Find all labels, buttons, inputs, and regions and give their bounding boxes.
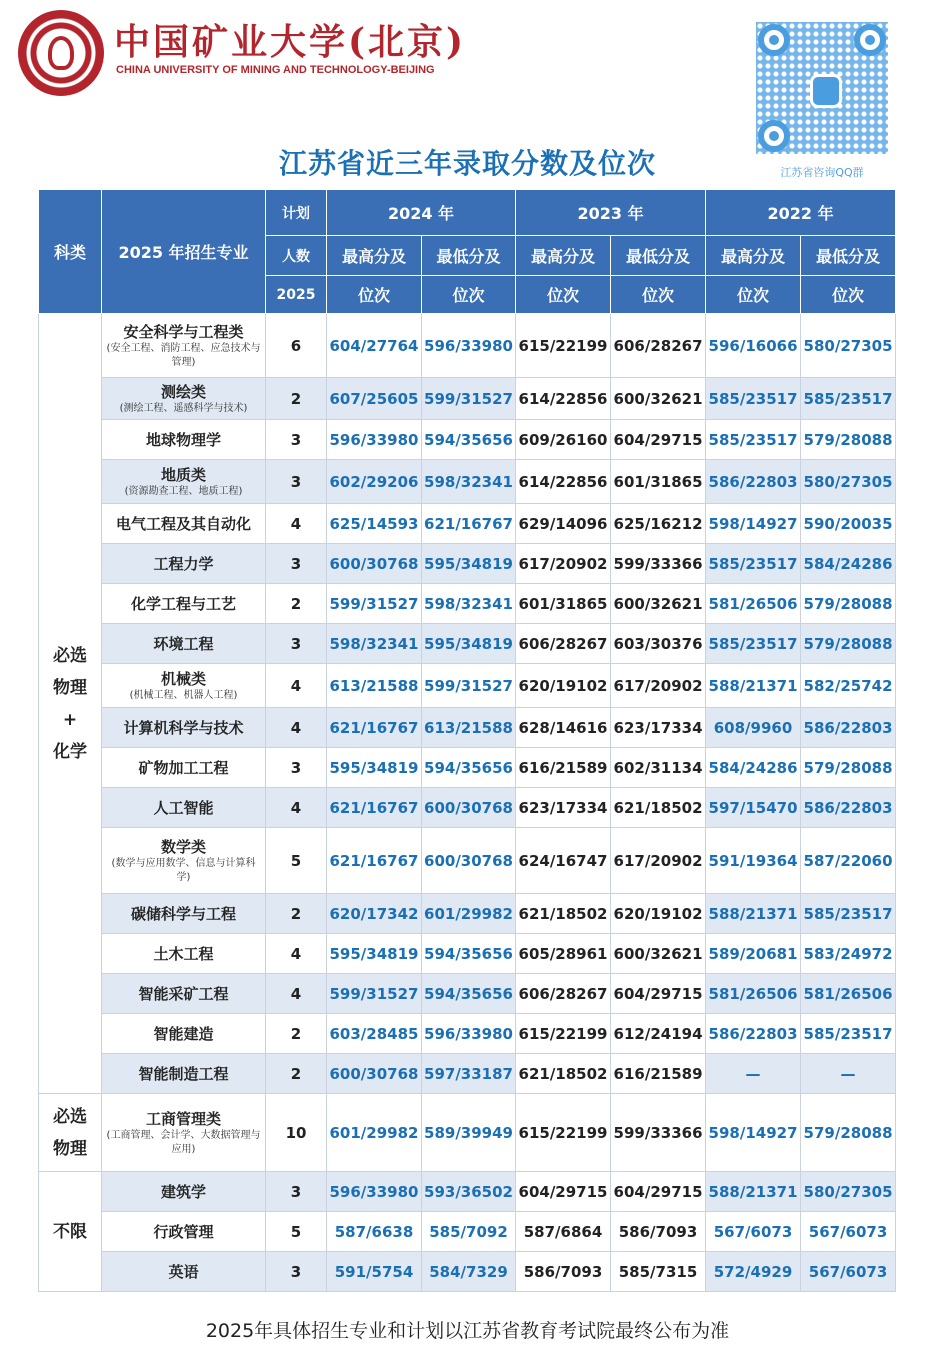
score-2024-min: 584/7329 xyxy=(422,1252,516,1292)
score-2024-max: 595/34819 xyxy=(327,934,422,974)
score-2023-min: 617/20902 xyxy=(611,664,706,708)
score-2024-min: 601/29982 xyxy=(422,894,516,934)
major-name: 碳储科学与工程 xyxy=(130,905,236,923)
category-cell: 不限 xyxy=(39,1172,102,1292)
table-row xyxy=(39,788,896,828)
score-2023-min: 620/19102 xyxy=(611,894,706,934)
score-2022-min: 579/28088 xyxy=(801,624,896,664)
score-2023-max: 623/17334 xyxy=(516,788,611,828)
major-cell xyxy=(102,1212,266,1252)
major-cell xyxy=(102,378,266,420)
score-2022-max: 572/4929 xyxy=(706,1252,801,1292)
major-name: 地质类 xyxy=(160,466,206,484)
score-2022-min: 580/27305 xyxy=(801,1172,896,1212)
major-cell xyxy=(102,1014,266,1054)
score-2023-min: 585/7315 xyxy=(611,1252,706,1292)
major-note: (安全工程、消防工程、应急技术与管理) xyxy=(106,343,261,368)
score-2022-min: 590/20035 xyxy=(801,504,896,544)
score-2024-max: 600/30768 xyxy=(327,544,422,584)
major-note: (测绘工程、遥感科学与技术) xyxy=(119,403,248,414)
major-note: (数学与应用数学、信息与计算科学) xyxy=(111,858,256,883)
score-2022-max: 608/9960 xyxy=(706,708,801,748)
major-name: 安全科学与工程类 xyxy=(123,323,244,341)
score-2022-max: 584/24286 xyxy=(706,748,801,788)
header-max-score: 最高分及 xyxy=(516,236,611,276)
score-2023-min: 601/31865 xyxy=(611,460,706,504)
score-2024-min: 599/31527 xyxy=(422,378,516,420)
major-name: 土木工程 xyxy=(153,945,214,963)
plan-count: 3 xyxy=(266,420,327,460)
plan-count: 2 xyxy=(266,378,327,420)
score-2023-max: 614/22856 xyxy=(516,378,611,420)
score-2023-max: 587/6864 xyxy=(516,1212,611,1252)
header-rank: 位次 xyxy=(422,276,516,314)
score-2022-max: 588/21371 xyxy=(706,894,801,934)
score-2023-min: 625/16212 xyxy=(611,504,706,544)
major-cell xyxy=(102,504,266,544)
major-cell xyxy=(102,788,266,828)
score-2024-min: 594/35656 xyxy=(422,934,516,974)
major-name: 矿物加工工程 xyxy=(138,759,229,777)
qq-penguin-icon xyxy=(810,74,842,108)
plan-count: 4 xyxy=(266,934,327,974)
table-row xyxy=(39,934,896,974)
score-2024-max: 598/32341 xyxy=(327,624,422,664)
major-name: 环境工程 xyxy=(153,635,214,653)
major-cell xyxy=(102,1094,266,1172)
score-2023-min: 602/31134 xyxy=(611,748,706,788)
table-row xyxy=(39,1172,896,1212)
score-2024-min: 593/36502 xyxy=(422,1172,516,1212)
major-name: 建筑学 xyxy=(160,1183,206,1201)
score-2022-min: 580/27305 xyxy=(801,314,896,378)
major-name: 工程力学 xyxy=(153,555,214,573)
table-row xyxy=(39,708,896,748)
score-2024-max: 602/29206 xyxy=(327,460,422,504)
score-2024-max: 607/25605 xyxy=(327,378,422,420)
score-2022-min: 582/25742 xyxy=(801,664,896,708)
score-2023-max: 621/18502 xyxy=(516,894,611,934)
score-2024-min: 600/30768 xyxy=(422,788,516,828)
major-name: 智能制造工程 xyxy=(138,1065,229,1083)
qq-group-qr-code xyxy=(756,22,888,154)
major-name: 行政管理 xyxy=(153,1223,214,1241)
plan-count: 2 xyxy=(266,1014,327,1054)
score-2022-max: 585/23517 xyxy=(706,420,801,460)
score-2022-min: 586/22803 xyxy=(801,708,896,748)
header-max-score: 最高分及 xyxy=(327,236,422,276)
score-2022-max: 585/23517 xyxy=(706,378,801,420)
score-2023-max: 606/28267 xyxy=(516,974,611,1014)
score-2024-min: 594/35656 xyxy=(422,974,516,1014)
header-rank: 位次 xyxy=(611,276,706,314)
score-2023-min: 600/32621 xyxy=(611,584,706,624)
plan-count: 4 xyxy=(266,504,327,544)
major-note: (机械工程、机器人工程) xyxy=(129,690,238,701)
score-2022-min: 581/26506 xyxy=(801,974,896,1014)
major-name: 英语 xyxy=(168,1263,199,1281)
plan-count: 2 xyxy=(266,584,327,624)
score-2023-max: 620/19102 xyxy=(516,664,611,708)
score-2024-max: 596/33980 xyxy=(327,420,422,460)
score-2024-min: 599/31527 xyxy=(422,664,516,708)
major-cell xyxy=(102,544,266,584)
score-2022-min: 579/28088 xyxy=(801,1094,896,1172)
school-name-en: CHINA UNIVERSITY OF MINING AND TECHNOLOGY-BEIJING xyxy=(116,64,435,76)
major-cell xyxy=(102,934,266,974)
major-name: 智能采矿工程 xyxy=(138,985,229,1003)
score-2022-min: 567/6073 xyxy=(801,1252,896,1292)
header-year-2022: 2022 年 xyxy=(706,190,896,236)
score-2022-max: 567/6073 xyxy=(706,1212,801,1252)
table-row xyxy=(39,664,896,708)
score-2023-min: 621/18502 xyxy=(611,788,706,828)
score-2024-min: 597/33187 xyxy=(422,1054,516,1094)
score-2023-min: 623/17334 xyxy=(611,708,706,748)
score-2022-max: 588/21371 xyxy=(706,664,801,708)
plan-count: 10 xyxy=(266,1094,327,1172)
major-name: 计算机科学与技术 xyxy=(123,719,244,737)
score-2023-max: 606/28267 xyxy=(516,624,611,664)
score-2022-max: 589/20681 xyxy=(706,934,801,974)
table-row xyxy=(39,1054,896,1094)
page-title: 江苏省近三年录取分数及位次 xyxy=(278,147,656,180)
header-max-score: 最高分及 xyxy=(706,236,801,276)
header-rank: 位次 xyxy=(327,276,422,314)
table-row xyxy=(39,624,896,664)
header-min-score: 最低分及 xyxy=(422,236,516,276)
header-category: 科类 xyxy=(39,190,102,314)
plan-count: 3 xyxy=(266,1172,327,1212)
score-2023-min: 604/29715 xyxy=(611,1172,706,1212)
major-name: 工商管理类 xyxy=(145,1110,221,1128)
score-2023-min: 612/24194 xyxy=(611,1014,706,1054)
footer-note: 2025年具体招生专业和计划以江苏省教育考试院最终公布为准 xyxy=(205,1320,730,1342)
header-rank: 位次 xyxy=(801,276,896,314)
score-2024-min: 596/33980 xyxy=(422,1014,516,1054)
major-name: 人工智能 xyxy=(153,799,214,817)
plan-count: 6 xyxy=(266,314,327,378)
header-rank: 位次 xyxy=(706,276,801,314)
major-cell xyxy=(102,1172,266,1212)
header-rank: 位次 xyxy=(516,276,611,314)
score-2022-min: 567/6073 xyxy=(801,1212,896,1252)
qr-finder-icon xyxy=(854,24,886,56)
score-2023-min: 600/32621 xyxy=(611,934,706,974)
header xyxy=(0,0,935,190)
table-row xyxy=(39,828,896,894)
score-2024-min: 613/21588 xyxy=(422,708,516,748)
score-2022-max: — xyxy=(706,1054,801,1094)
major-cell xyxy=(102,974,266,1014)
qr-caption: 江苏省咨询QQ群 xyxy=(780,166,864,179)
category-cell: 必选 物理 xyxy=(39,1094,102,1172)
score-2023-max: 586/7093 xyxy=(516,1252,611,1292)
table-row xyxy=(39,420,896,460)
score-2022-max: 591/19364 xyxy=(706,828,801,894)
header-year-2023: 2023 年 xyxy=(516,190,706,236)
plan-count: 3 xyxy=(266,460,327,504)
plan-count: 4 xyxy=(266,788,327,828)
table-row xyxy=(39,748,896,788)
major-cell xyxy=(102,748,266,788)
major-cell xyxy=(102,828,266,894)
score-2023-min: 616/21589 xyxy=(611,1054,706,1094)
score-2023-max: 605/28961 xyxy=(516,934,611,974)
score-2022-min: 584/24286 xyxy=(801,544,896,584)
major-cell xyxy=(102,1054,266,1094)
header-min-score: 最低分及 xyxy=(801,236,896,276)
score-2024-min: 595/34819 xyxy=(422,544,516,584)
major-name: 智能建造 xyxy=(153,1025,214,1043)
score-2023-min: 606/28267 xyxy=(611,314,706,378)
score-2022-max: 588/21371 xyxy=(706,1172,801,1212)
score-2022-min: 585/23517 xyxy=(801,894,896,934)
header-major: 2025 年招生专业 xyxy=(102,190,266,314)
major-name: 电气工程及其自动化 xyxy=(115,515,251,533)
major-name: 测绘类 xyxy=(160,383,206,401)
score-2024-max: 603/28485 xyxy=(327,1014,422,1054)
plan-count: 4 xyxy=(266,664,327,708)
score-2022-max: 596/16066 xyxy=(706,314,801,378)
major-note: (工商管理、会计学、大数据管理与应用) xyxy=(106,1130,261,1155)
score-2022-max: 581/26506 xyxy=(706,974,801,1014)
table-row xyxy=(39,504,896,544)
qr-finder-icon xyxy=(758,24,790,56)
score-2024-max: 591/5754 xyxy=(327,1252,422,1292)
score-2024-max: 596/33980 xyxy=(327,1172,422,1212)
score-2023-min: 599/33366 xyxy=(611,1094,706,1172)
score-2022-min: 587/22060 xyxy=(801,828,896,894)
score-2024-max: 621/16767 xyxy=(327,828,422,894)
category-cell: 必选 物理 + 化学 xyxy=(39,314,102,1094)
plan-count: 5 xyxy=(266,828,327,894)
table-row xyxy=(39,1014,896,1054)
header-plan-line2: 人数 xyxy=(266,236,327,276)
score-2024-min: 594/35656 xyxy=(422,420,516,460)
score-2023-min: 604/29715 xyxy=(611,974,706,1014)
header-year-2024: 2024 年 xyxy=(327,190,516,236)
score-2024-max: 613/21588 xyxy=(327,664,422,708)
plan-count: 3 xyxy=(266,1252,327,1292)
header-plan-line3: 2025 xyxy=(266,276,327,314)
admission-score-table xyxy=(38,189,896,1292)
score-2024-max: 599/31527 xyxy=(327,584,422,624)
score-2023-max: 617/20902 xyxy=(516,544,611,584)
score-2023-max: 628/14616 xyxy=(516,708,611,748)
score-2022-min: 579/28088 xyxy=(801,420,896,460)
major-name: 机械类 xyxy=(160,670,206,688)
score-2024-min: 595/34819 xyxy=(422,624,516,664)
score-2023-min: 603/30376 xyxy=(611,624,706,664)
table-row xyxy=(39,584,896,624)
score-2022-min: 586/22803 xyxy=(801,788,896,828)
score-2024-min: 594/35656 xyxy=(422,748,516,788)
score-2024-max: 599/31527 xyxy=(327,974,422,1014)
score-2022-max: 585/23517 xyxy=(706,624,801,664)
school-name-cn: 中国矿业大学(北京) xyxy=(114,21,467,63)
score-2023-max: 616/21589 xyxy=(516,748,611,788)
score-2022-min: 579/28088 xyxy=(801,584,896,624)
logo-emblem-icon xyxy=(48,36,74,70)
plan-count: 2 xyxy=(266,1054,327,1094)
score-2024-min: 585/7092 xyxy=(422,1212,516,1252)
score-2024-max: 625/14593 xyxy=(327,504,422,544)
major-name: 数学类 xyxy=(160,838,206,856)
table-row xyxy=(39,1212,896,1252)
score-2023-min: 604/29715 xyxy=(611,420,706,460)
major-cell xyxy=(102,894,266,934)
score-2024-max: 620/17342 xyxy=(327,894,422,934)
major-cell xyxy=(102,624,266,664)
header-plan-line1: 计划 xyxy=(266,190,327,236)
table-row xyxy=(39,314,896,378)
score-2022-max: 586/22803 xyxy=(706,460,801,504)
score-2024-max: 600/30768 xyxy=(327,1054,422,1094)
score-2024-max: 604/27764 xyxy=(327,314,422,378)
major-cell xyxy=(102,314,266,378)
score-2022-min: 579/28088 xyxy=(801,748,896,788)
score-2024-min: 621/16767 xyxy=(422,504,516,544)
score-2024-max: 621/16767 xyxy=(327,788,422,828)
table-row xyxy=(39,1252,896,1292)
table-row xyxy=(39,974,896,1014)
score-2024-min: 596/33980 xyxy=(422,314,516,378)
major-name: 地球物理学 xyxy=(145,431,221,449)
plan-count: 2 xyxy=(266,894,327,934)
score-2024-max: 595/34819 xyxy=(327,748,422,788)
score-2023-min: 617/20902 xyxy=(611,828,706,894)
score-2022-max: 598/14927 xyxy=(706,504,801,544)
score-2023-max: 621/18502 xyxy=(516,1054,611,1094)
score-2023-min: 586/7093 xyxy=(611,1212,706,1252)
score-2023-max: 601/31865 xyxy=(516,584,611,624)
score-2024-min: 598/32341 xyxy=(422,584,516,624)
score-2023-max: 624/16747 xyxy=(516,828,611,894)
score-2022-min: 583/24972 xyxy=(801,934,896,974)
score-2024-max: 621/16767 xyxy=(327,708,422,748)
major-cell xyxy=(102,1252,266,1292)
major-note: (资源勘查工程、地质工程) xyxy=(124,486,243,497)
table-row xyxy=(39,460,896,504)
major-name: 化学工程与工艺 xyxy=(130,595,236,613)
score-2023-max: 614/22856 xyxy=(516,460,611,504)
major-cell xyxy=(102,708,266,748)
plan-count: 3 xyxy=(266,624,327,664)
score-2022-max: 586/22803 xyxy=(706,1014,801,1054)
score-2022-min: 580/27305 xyxy=(801,460,896,504)
score-2024-min: 600/30768 xyxy=(422,828,516,894)
score-2022-min: 585/23517 xyxy=(801,378,896,420)
major-cell xyxy=(102,664,266,708)
score-2024-min: 598/32341 xyxy=(422,460,516,504)
score-2022-min: — xyxy=(801,1054,896,1094)
score-2024-min: 589/39949 xyxy=(422,1094,516,1172)
score-2022-min: 585/23517 xyxy=(801,1014,896,1054)
score-2024-max: 587/6638 xyxy=(327,1212,422,1252)
score-2023-max: 615/22199 xyxy=(516,314,611,378)
score-2023-max: 615/22199 xyxy=(516,1014,611,1054)
score-2022-max: 597/15470 xyxy=(706,788,801,828)
table-row xyxy=(39,894,896,934)
plan-count: 3 xyxy=(266,748,327,788)
score-2023-min: 599/33366 xyxy=(611,544,706,584)
plan-count: 4 xyxy=(266,708,327,748)
major-cell xyxy=(102,460,266,504)
score-2023-max: 609/26160 xyxy=(516,420,611,460)
plan-count: 4 xyxy=(266,974,327,1014)
score-2023-min: 600/32621 xyxy=(611,378,706,420)
header-min-score: 最低分及 xyxy=(611,236,706,276)
score-2023-max: 629/14096 xyxy=(516,504,611,544)
score-2023-max: 604/29715 xyxy=(516,1172,611,1212)
table-row xyxy=(39,378,896,420)
university-logo xyxy=(18,10,104,96)
score-2024-max: 601/29982 xyxy=(327,1094,422,1172)
score-2022-max: 598/14927 xyxy=(706,1094,801,1172)
plan-count: 3 xyxy=(266,544,327,584)
major-cell xyxy=(102,420,266,460)
table-row xyxy=(39,1094,896,1172)
score-2022-max: 581/26506 xyxy=(706,584,801,624)
plan-count: 5 xyxy=(266,1212,327,1252)
table-row xyxy=(39,544,896,584)
score-2022-max: 585/23517 xyxy=(706,544,801,584)
score-2023-max: 615/22199 xyxy=(516,1094,611,1172)
major-cell xyxy=(102,584,266,624)
